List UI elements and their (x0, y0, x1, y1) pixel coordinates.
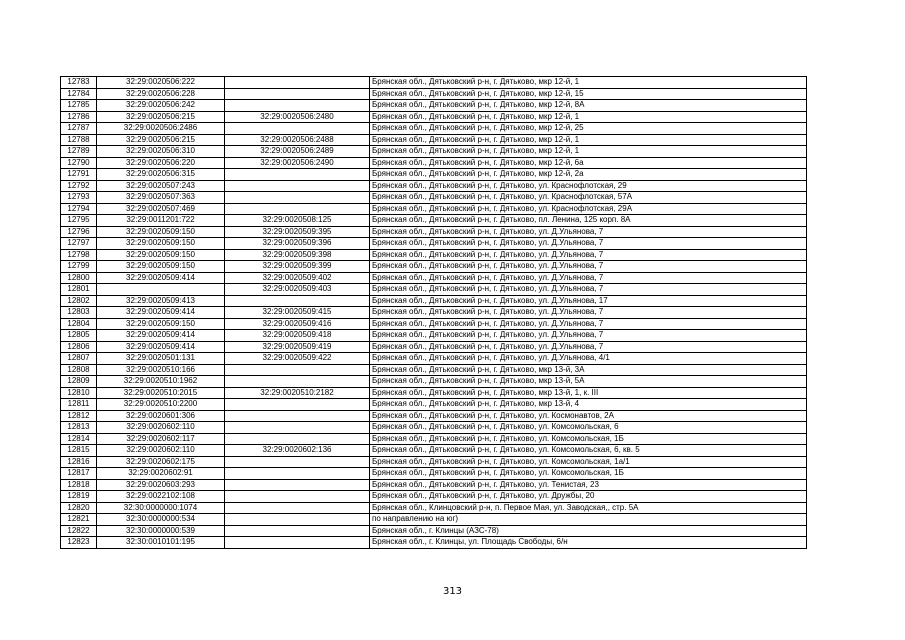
related-cadastral-cell (225, 491, 370, 503)
related-cadastral-cell (225, 468, 370, 480)
related-cadastral-cell (225, 364, 370, 376)
cadastral-number-cell: 32:29:0020506:310 (97, 146, 225, 158)
address-cell: Брянская обл., Дятьковский р-н, г. Дятьково, ул. Комсомольская, 6 (370, 422, 807, 434)
cadastral-number-cell (97, 284, 225, 296)
address-cell: Брянская обл., Дятьковский р-н, г. Дятьково, ул. Д.Ульянова, 7 (370, 307, 807, 319)
row-number-cell: 12816 (61, 456, 97, 468)
row-number-cell: 12804 (61, 318, 97, 330)
cadastral-number-cell: 32:29:0020510:1962 (97, 376, 225, 388)
cadastral-number-cell: 32:29:0022102:108 (97, 491, 225, 503)
cadastral-number-cell: 32:29:0020602:175 (97, 456, 225, 468)
row-number-cell: 12808 (61, 364, 97, 376)
table-row (61, 134, 807, 146)
table-row (61, 399, 807, 411)
related-cadastral-cell: 32:29:0020506:2488 (225, 134, 370, 146)
address-cell: Брянская обл., Дятьковский р-н, г. Дятьково, ул. Тенистая, 23 (370, 479, 807, 491)
table-row (61, 491, 807, 503)
cadastral-number-cell: 32:29:0020509:150 (97, 249, 225, 261)
table-row (61, 514, 807, 526)
row-number-cell: 12798 (61, 249, 97, 261)
cadastral-number-cell: 32:30:0000000:1074 (97, 502, 225, 514)
address-cell: Брянская обл., Дятьковский р-н, г. Дятьково, мкр 12-й, 6а (370, 157, 807, 169)
address-cell: Брянская обл., Дятьковский р-н, г. Дятьково, пл. Ленина, 125 корп. 8А (370, 215, 807, 227)
row-number-cell: 12800 (61, 272, 97, 284)
row-number-cell: 12785 (61, 100, 97, 112)
address-cell: Брянская обл., Дятьковский р-н, г. Дятьково, ул. Краснофлотская, 29А (370, 203, 807, 215)
table-row (61, 341, 807, 353)
cadastral-number-cell: 32:29:0020509:150 (97, 318, 225, 330)
row-number-cell: 12806 (61, 341, 97, 353)
related-cadastral-cell: 32:29:0020509:422 (225, 353, 370, 365)
page-number: 313 (442, 586, 463, 597)
related-cadastral-cell (225, 456, 370, 468)
address-cell: Брянская обл., Дятьковский р-н, г. Дятьково, ул. Д.Ульянова, 7 (370, 226, 807, 238)
table-row (61, 146, 807, 158)
row-number-cell: 12783 (61, 77, 97, 89)
address-cell: по направлению на юг) (370, 514, 807, 526)
address-cell: Брянская обл., г. Клинцы (АЗС-78) (370, 525, 807, 537)
table-row (61, 192, 807, 204)
table-row (61, 123, 807, 135)
table-row (61, 422, 807, 434)
registry-table (60, 76, 807, 549)
related-cadastral-cell: 32:29:0020602:136 (225, 445, 370, 457)
row-number-cell: 12792 (61, 180, 97, 192)
cadastral-number-cell: 32:29:0020602:117 (97, 433, 225, 445)
address-cell: Брянская обл., Дятьковский р-н, г. Дятьково, мкр 13-й, 5А (370, 376, 807, 388)
related-cadastral-cell: 32:29:0020509:396 (225, 238, 370, 250)
cadastral-number-cell: 32:29:0020506:242 (97, 100, 225, 112)
cadastral-number-cell: 32:29:0020507:243 (97, 180, 225, 192)
row-number-cell: 12784 (61, 88, 97, 100)
table-row (61, 272, 807, 284)
cadastral-number-cell: 32:29:0020506:215 (97, 111, 225, 123)
row-number-cell: 12802 (61, 295, 97, 307)
address-cell: Брянская обл., Дятьковский р-н, г. Дятьково, мкр 12-й, 15 (370, 88, 807, 100)
address-cell: Брянская обл., Дятьковский р-н, г. Дятьково, ул. Космонавтов, 2А (370, 410, 807, 422)
cadastral-number-cell: 32:29:0020507:363 (97, 192, 225, 204)
cadastral-number-cell: 32:29:0020506:315 (97, 169, 225, 181)
cadastral-number-cell: 32:29:0020509:150 (97, 261, 225, 273)
cadastral-number-cell: 32:29:0020507:469 (97, 203, 225, 215)
address-cell: Брянская обл., Дятьковский р-н, г. Дятьково, мкр 12-й, 1 (370, 146, 807, 158)
row-number-cell: 12811 (61, 399, 97, 411)
table-row (61, 330, 807, 342)
cadastral-number-cell: 32:29:0020501:131 (97, 353, 225, 365)
row-number-cell: 12805 (61, 330, 97, 342)
address-cell: Брянская обл., Дятьковский р-н, г. Дятьково, ул. Д.Ульянова, 7 (370, 341, 807, 353)
row-number-cell: 12819 (61, 491, 97, 503)
cadastral-number-cell: 32:30:0000000:534 (97, 514, 225, 526)
cadastral-number-cell: 32:29:0020601:306 (97, 410, 225, 422)
related-cadastral-cell: 32:29:0020506:2480 (225, 111, 370, 123)
related-cadastral-cell (225, 433, 370, 445)
row-number-cell: 12786 (61, 111, 97, 123)
address-cell: Брянская обл., Дятьковский р-н, г. Дятьково, мкр 12-й, 8А (370, 100, 807, 112)
address-cell: Брянская обл., Дятьковский р-н, г. Дятьково, ул. Краснофлотская, 29 (370, 180, 807, 192)
address-cell: Брянская обл., Дятьковский р-н, г. Дятьково, ул. Д.Ульянова, 7 (370, 318, 807, 330)
row-number-cell: 12793 (61, 192, 97, 204)
address-cell: Брянская обл., Дятьковский р-н, г. Дятьково, ул. Д.Ульянова, 7 (370, 249, 807, 261)
address-cell: Брянская обл., Дятьковский р-н, г. Дятьково, ул. Комсомольская, 1Б (370, 433, 807, 445)
row-number-cell: 12812 (61, 410, 97, 422)
related-cadastral-cell (225, 77, 370, 89)
row-number-cell: 12807 (61, 353, 97, 365)
table-row (61, 433, 807, 445)
address-cell: Брянская обл., Дятьковский р-н, г. Дятьково, ул. Д.Ульянова, 7 (370, 272, 807, 284)
table-row (61, 468, 807, 480)
address-cell: Брянская обл., Дятьковский р-н, г. Дятьково, ул. Комсомольская, 1Б (370, 468, 807, 480)
cadastral-number-cell: 32:29:0020506:222 (97, 77, 225, 89)
related-cadastral-cell: 32:29:0020509:418 (225, 330, 370, 342)
related-cadastral-cell (225, 169, 370, 181)
related-cadastral-cell: 32:29:0020509:419 (225, 341, 370, 353)
cadastral-number-cell: 32:29:0020509:414 (97, 272, 225, 284)
row-number-cell: 12796 (61, 226, 97, 238)
related-cadastral-cell: 32:29:0020506:2490 (225, 157, 370, 169)
related-cadastral-cell (225, 203, 370, 215)
related-cadastral-cell (225, 537, 370, 549)
row-number-cell: 12810 (61, 387, 97, 399)
related-cadastral-cell: 32:29:0020509:403 (225, 284, 370, 296)
address-cell: Брянская обл., Дятьковский р-н, г. Дятьково, мкр 13-й, 4 (370, 399, 807, 411)
address-cell: Брянская обл., Дятьковский р-н, г. Дятьково, ул. Д.Ульянова, 17 (370, 295, 807, 307)
table-row (61, 364, 807, 376)
address-cell: Брянская обл., Дятьковский р-н, г. Дятьково, мкр 12-й, 25 (370, 123, 807, 135)
cadastral-number-cell: 32:29:0020510:166 (97, 364, 225, 376)
row-number-cell: 12797 (61, 238, 97, 250)
table-row (61, 295, 807, 307)
row-number-cell: 12818 (61, 479, 97, 491)
related-cadastral-cell (225, 479, 370, 491)
address-cell: Брянская обл., Дятьковский р-н, г. Дятьково, мкр 12-й, 1 (370, 111, 807, 123)
table-row (61, 261, 807, 273)
cadastral-number-cell: 32:29:0020602:110 (97, 422, 225, 434)
table-row (61, 77, 807, 89)
related-cadastral-cell (225, 192, 370, 204)
row-number-cell: 12794 (61, 203, 97, 215)
related-cadastral-cell (225, 422, 370, 434)
related-cadastral-cell: 32:29:0020509:399 (225, 261, 370, 273)
table-row (61, 169, 807, 181)
address-cell: Брянская обл., Дятьковский р-н, г. Дятьково, мкр 13-й, 3А (370, 364, 807, 376)
row-number-cell: 12791 (61, 169, 97, 181)
table-row (61, 410, 807, 422)
cadastral-number-cell: 32:29:0020506:215 (97, 134, 225, 146)
cadastral-number-cell: 32:29:0011201:722 (97, 215, 225, 227)
table-row (61, 456, 807, 468)
cadastral-number-cell: 32:29:0020509:413 (97, 295, 225, 307)
cadastral-number-cell: 32:29:0020506:228 (97, 88, 225, 100)
table-row (61, 353, 807, 365)
table-row (61, 215, 807, 227)
cadastral-number-cell: 32:29:0020602:91 (97, 468, 225, 480)
related-cadastral-cell (225, 376, 370, 388)
related-cadastral-cell: 32:29:0020508:125 (225, 215, 370, 227)
address-cell: Брянская обл., Дятьковский р-н, г. Дятьково, ул. Д.Ульянова, 7 (370, 238, 807, 250)
related-cadastral-cell: 32:29:0020506:2489 (225, 146, 370, 158)
address-cell: Брянская обл., Дятьковский р-н, г. Дятьково, ул. Д.Ульянова, 7 (370, 284, 807, 296)
row-number-cell: 12795 (61, 215, 97, 227)
table-row (61, 284, 807, 296)
cadastral-number-cell: 32:29:0020510:2200 (97, 399, 225, 411)
row-number-cell: 12815 (61, 445, 97, 457)
address-cell: Брянская обл., г. Клинцы, ул. Площадь Свободы, 6/н (370, 537, 807, 549)
related-cadastral-cell (225, 100, 370, 112)
related-cadastral-cell (225, 410, 370, 422)
table-row (61, 525, 807, 537)
row-number-cell: 12817 (61, 468, 97, 480)
table-row (61, 238, 807, 250)
related-cadastral-cell (225, 502, 370, 514)
table-row (61, 537, 807, 549)
related-cadastral-cell: 32:29:0020509:402 (225, 272, 370, 284)
address-cell: Брянская обл., Дятьковский р-н, г. Дятьково, мкр 13-й, 1, к. III (370, 387, 807, 399)
row-number-cell: 12788 (61, 134, 97, 146)
related-cadastral-cell (225, 123, 370, 135)
address-cell: Брянская обл., Дятьковский р-н, г. Дятьково, ул. Комсомольская, 1а/1 (370, 456, 807, 468)
table-row (61, 157, 807, 169)
row-number-cell: 12801 (61, 284, 97, 296)
table-row (61, 502, 807, 514)
cadastral-number-cell: 32:29:0020509:150 (97, 238, 225, 250)
related-cadastral-cell (225, 88, 370, 100)
cadastral-number-cell: 32:29:0020602:110 (97, 445, 225, 457)
table-row (61, 111, 807, 123)
table-row (61, 100, 807, 112)
related-cadastral-cell (225, 180, 370, 192)
cadastral-number-cell: 32:29:0020509:414 (97, 307, 225, 319)
cadastral-number-cell: 32:29:0020506:220 (97, 157, 225, 169)
related-cadastral-cell: 32:29:0020509:398 (225, 249, 370, 261)
address-cell: Брянская обл., Дятьковский р-н, г. Дятьково, мкр 12-й, 1 (370, 77, 807, 89)
related-cadastral-cell (225, 514, 370, 526)
address-cell: Брянская обл., Дятьковский р-н, г. Дятьково, ул. Дружбы, 20 (370, 491, 807, 503)
cadastral-number-cell: 32:29:0020509:150 (97, 226, 225, 238)
row-number-cell: 12820 (61, 502, 97, 514)
registry-table-body (61, 77, 807, 549)
table-row (61, 226, 807, 238)
row-number-cell: 12814 (61, 433, 97, 445)
address-cell: Брянская обл., Дятьковский р-н, г. Дятьково, ул. Д.Ульянова, 4/1 (370, 353, 807, 365)
cadastral-number-cell: 32:30:0010101:195 (97, 537, 225, 549)
related-cadastral-cell: 32:29:0020509:416 (225, 318, 370, 330)
related-cadastral-cell (225, 295, 370, 307)
cadastral-number-cell: 32:29:0020603:293 (97, 479, 225, 491)
address-cell: Брянская обл., Дятьковский р-н, г. Дятьково, мкр 12-й, 1 (370, 134, 807, 146)
related-cadastral-cell: 32:29:0020510:2182 (225, 387, 370, 399)
cadastral-number-cell: 32:29:0020506:2486 (97, 123, 225, 135)
row-number-cell: 12821 (61, 514, 97, 526)
row-number-cell: 12803 (61, 307, 97, 319)
table-row (61, 445, 807, 457)
table-row (61, 180, 807, 192)
related-cadastral-cell (225, 399, 370, 411)
row-number-cell: 12790 (61, 157, 97, 169)
related-cadastral-cell (225, 525, 370, 537)
address-cell: Брянская обл., Дятьковский р-н, г. Дятьково, ул. Краснофлотская, 57А (370, 192, 807, 204)
table-row (61, 249, 807, 261)
address-cell: Брянская обл., Дятьковский р-н, г. Дятьково, мкр 12-й, 2а (370, 169, 807, 181)
cadastral-number-cell: 32:29:0020509:414 (97, 341, 225, 353)
table-row (61, 307, 807, 319)
cadastral-number-cell: 32:29:0020510:2015 (97, 387, 225, 399)
table-row (61, 376, 807, 388)
address-cell: Брянская обл., Дятьковский р-н, г. Дятьково, ул. Д.Ульянова, 7 (370, 330, 807, 342)
row-number-cell: 12823 (61, 537, 97, 549)
table-row (61, 387, 807, 399)
row-number-cell: 12789 (61, 146, 97, 158)
row-number-cell: 12799 (61, 261, 97, 273)
table-row (61, 318, 807, 330)
row-number-cell: 12809 (61, 376, 97, 388)
address-cell: Брянская обл., Дятьковский р-н, г. Дятьково, ул. Комсомольская, 6, кв. 5 (370, 445, 807, 457)
cadastral-number-cell: 32:30:0000000:539 (97, 525, 225, 537)
address-cell: Брянская обл., Дятьковский р-н, г. Дятьково, ул. Д.Ульянова, 7 (370, 261, 807, 273)
row-number-cell: 12822 (61, 525, 97, 537)
row-number-cell: 12813 (61, 422, 97, 434)
address-cell: Брянская обл., Клинцовский р-н, п. Первое Мая, ул. Заводская,, стр. 5А (370, 502, 807, 514)
cadastral-number-cell: 32:29:0020509:414 (97, 330, 225, 342)
row-number-cell: 12787 (61, 123, 97, 135)
related-cadastral-cell: 32:29:0020509:395 (225, 226, 370, 238)
table-row (61, 88, 807, 100)
table-row (61, 203, 807, 215)
related-cadastral-cell: 32:29:0020509:415 (225, 307, 370, 319)
table-row (61, 479, 807, 491)
